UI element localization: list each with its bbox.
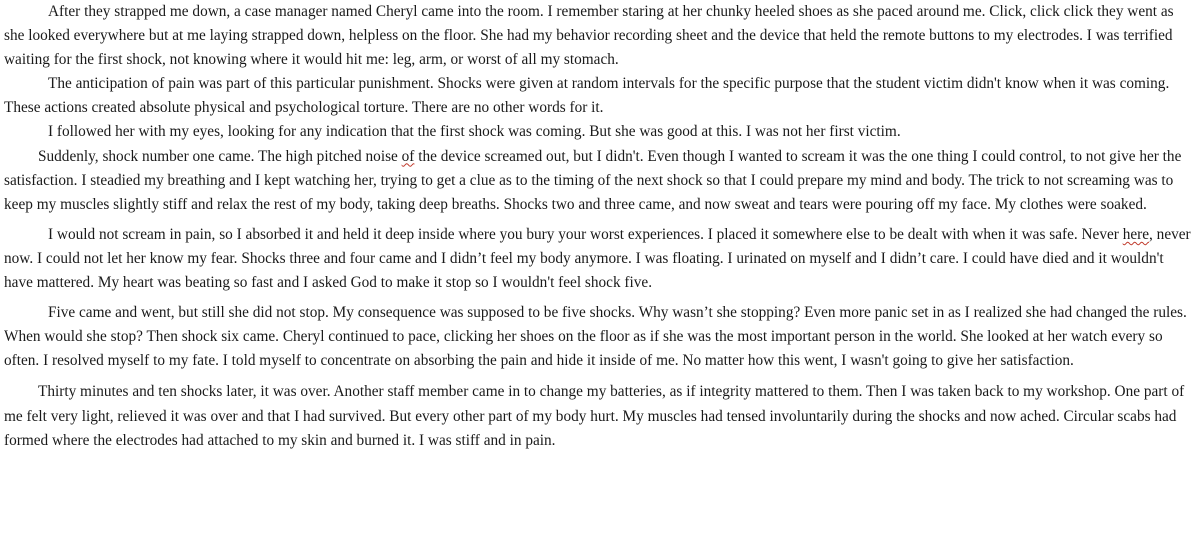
paragraph-5 (4, 223, 1196, 295)
paragraph-5-text-before: I would not scream in pain, so I absorbed it and held it deep inside where you bury your worst experiences. I placed it somewhere else to be dealt with when it was safe. Never (48, 225, 1123, 243)
paragraph-2: The anticipation of pain was part of this particular punishment. Shocks were given at random intervals for the specific purpose that the student victim didn't know when it was coming. These actions created absolute physical and psychological torture. There are no other words for it. (4, 75, 1170, 117)
paragraph-4-text-after: the device screamed out, but I didn't. Even though I wanted to scream it was the one thing I could control, to not give her the satisfaction. I steadied my breathing and I kept watching her, trying to get a clue as to the timing of the next shock so that I could prepare my mind and body. The trick to not screaming was to keep my muscles slightly stiff and relax the rest of my body, taking deep breaths. Shocks two and three came, and now sweat and tears were pouring off my face. My clothes were soaked. (4, 147, 1182, 213)
paragraph-3: I followed her with my eyes, looking for any indication that the first shock was coming. But she was good at this. I was not her first victim. (48, 123, 901, 141)
paragraph-4-text-before: Suddenly, shock number one came. The high pitched noise (38, 147, 402, 165)
paragraph-6: Five came and went, but still she did not stop. My consequence was supposed to be five shocks. Why wasn’t she stopping? Even more panic set in as I realized she had changed the rules. When would she stop? Then shock six came. Cheryl continued to pace, clicking her shoes on the floor as if she was the most important person in the world. She looked at her watch every so often. I resolved myself to my fate. I told myself to concentrate on absorbing the pain and hide it inside of me. No matter how this went, I wasn't going to give her satisfaction. (4, 304, 1187, 370)
document-body (4, 0, 1196, 453)
paragraph-5-text-after: , never now. I could not let her know my fear. Shocks three and four came and I didn’t feel my body anymore. I was floating. I urinated on myself and I didn’t care. I could have died and it wouldn't have mattered. My heart was beating so fast and I asked God to make it stop so I wouldn't feel shock five. (4, 225, 1191, 292)
spellcheck-flagged-word[interactable]: here (1122, 225, 1150, 243)
paragraph-7: Thirty minutes and ten shocks later, it was over. Another staff member came in to change my batteries, as if integrity mattered to them. Then I was taken back to my workshop. One part of me felt very light, relieved it was over and that I had survived. But every other part of my body hurt. My muscles had tensed involuntarily during the shocks and now ached. Circular scabs had formed where the electrodes had attached to my skin and burned it. I was stiff and in pain. (4, 383, 1185, 449)
paragraph-1: After they strapped me down, a case manager named Cheryl came into the room. I remember staring at her chunky heeled shoes as she paced around me. Click, click click they went as she looked everywhere but at me laying strapped down, helpless on the floor. She had my behavior recording sheet and the device that held the remote buttons to my electrodes. I was terrified waiting for the first shock, not knowing where it would hit me: leg, arm, or worst of all my stomach. (4, 3, 1174, 69)
paragraph-4 (4, 145, 1196, 217)
spellcheck-flagged-word[interactable]: of (401, 147, 415, 165)
